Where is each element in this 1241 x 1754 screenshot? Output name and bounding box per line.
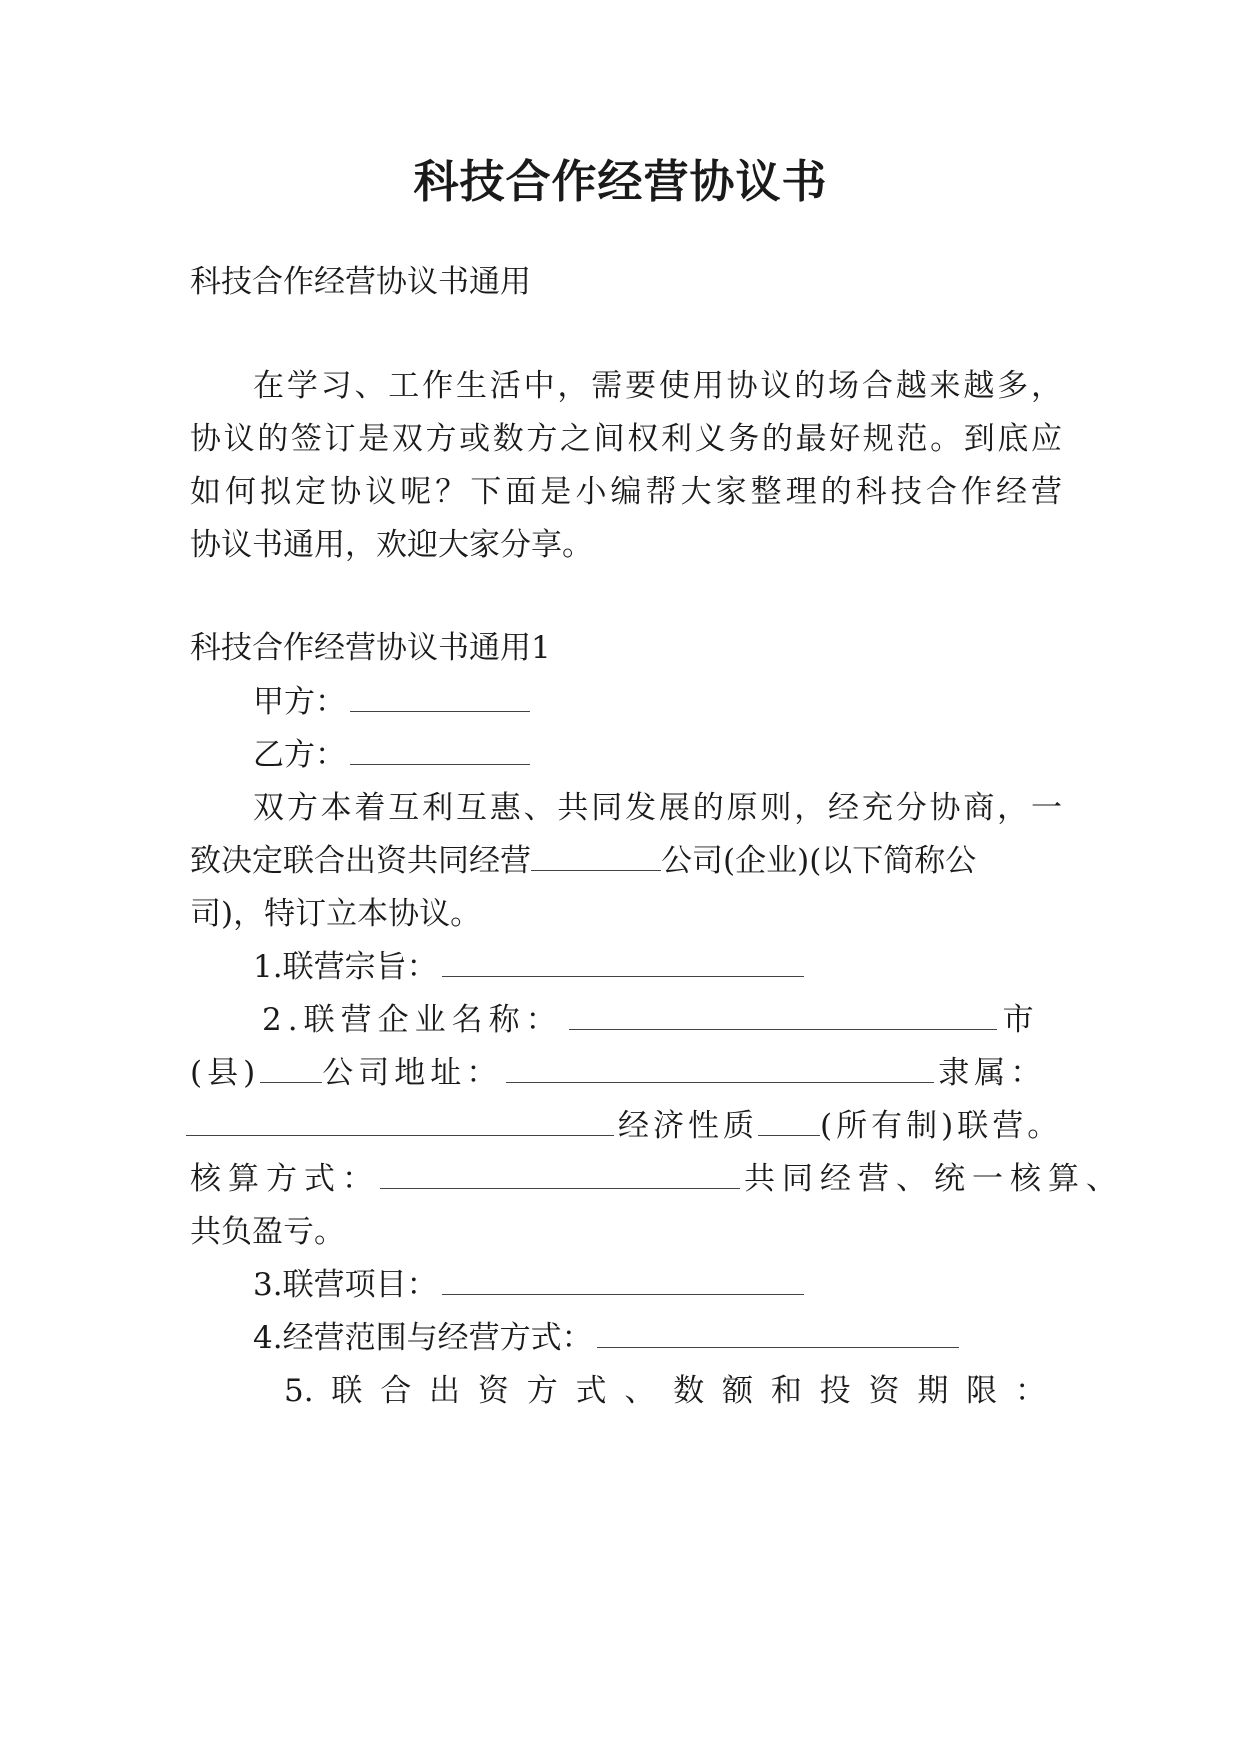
- item-2-line-1: [262, 998, 1040, 1042]
- party-b-blank: [350, 738, 530, 765]
- accounting-blank: [380, 1162, 740, 1189]
- agreement-line-1: 双方本着互利互惠、共同发展的原则，经充分协商，一: [253, 790, 1062, 826]
- county-blank: [260, 1056, 322, 1083]
- item-1-line: [253, 945, 808, 989]
- item-2-county: (县): [190, 1055, 261, 1091]
- item-2-accounting-label: 核算方式：: [190, 1161, 380, 1197]
- item-4-blank: [597, 1321, 959, 1348]
- item-3-label: 3.联营项目：: [253, 1267, 438, 1303]
- item-4-line: [253, 1316, 963, 1360]
- item-2-line-4: [190, 1157, 1124, 1201]
- item-2-line-3: [186, 1104, 1062, 1148]
- section-heading: 科技合作经营协议书通用1: [190, 630, 551, 666]
- item-2-nature-label: 经济性质: [618, 1108, 758, 1144]
- document-subtitle: 科技合作经营协议书通用: [190, 264, 531, 300]
- agreement-line-3: 司)，特订立本协议。: [190, 896, 482, 932]
- item-2-accounting-desc: 共同经营、统一核算、: [744, 1161, 1124, 1197]
- address-blank: [506, 1056, 934, 1083]
- item-3-line: [253, 1263, 808, 1307]
- party-a-label: 甲方：: [253, 684, 346, 720]
- intro-line-3: 如何拟定协议呢？下面是小编帮大家整理的科技合作经营: [190, 474, 1062, 510]
- item-5-line: 5.联合出资方式、数额和投资期限：: [284, 1373, 1046, 1409]
- party-a-line: [253, 680, 534, 724]
- intro-line-2: 协议的签订是双方或数方之间权利义务的最好规范。到底应: [190, 421, 1062, 457]
- item-1-label: 1.联营宗旨：: [253, 949, 438, 985]
- item-1-blank: [442, 950, 804, 977]
- affiliation-blank: [186, 1109, 614, 1136]
- item-2-ownership: (所有制)联营。: [820, 1108, 1063, 1144]
- item-2-city: 市: [1002, 1002, 1040, 1038]
- ownership-blank: [758, 1109, 820, 1136]
- party-a-blank: [350, 685, 530, 712]
- agreement-line-2: [190, 839, 976, 883]
- item-2-line-2: [190, 1051, 1046, 1095]
- item-2-line-5: 共负盈亏。: [190, 1214, 345, 1250]
- agreement-line-2-end: 公司(企业)(以下简称公: [661, 843, 977, 879]
- item-3-blank: [442, 1268, 804, 1295]
- item-2-label: 2.联营企业名称：: [262, 1002, 563, 1038]
- intro-line-4: 协议书通用，欢迎大家分享。: [190, 527, 593, 563]
- company-title-blank: [569, 1003, 997, 1030]
- party-b-line: [253, 733, 534, 777]
- party-b-label: 乙方：: [253, 737, 346, 773]
- agreement-line-2-start: 致决定联合出资共同经营: [190, 843, 531, 879]
- company-name-blank: [531, 844, 661, 871]
- item-4-label: 4.经营范围与经营方式：: [253, 1320, 593, 1356]
- item-2-address-label: 公司地址：: [322, 1055, 503, 1091]
- item-2-affiliation-label: 隶属：: [938, 1055, 1047, 1091]
- intro-line-1: 在学习、工作生活中，需要使用协议的场合越来越多，: [253, 368, 1062, 404]
- document-title: 科技合作经营协议书: [413, 155, 828, 208]
